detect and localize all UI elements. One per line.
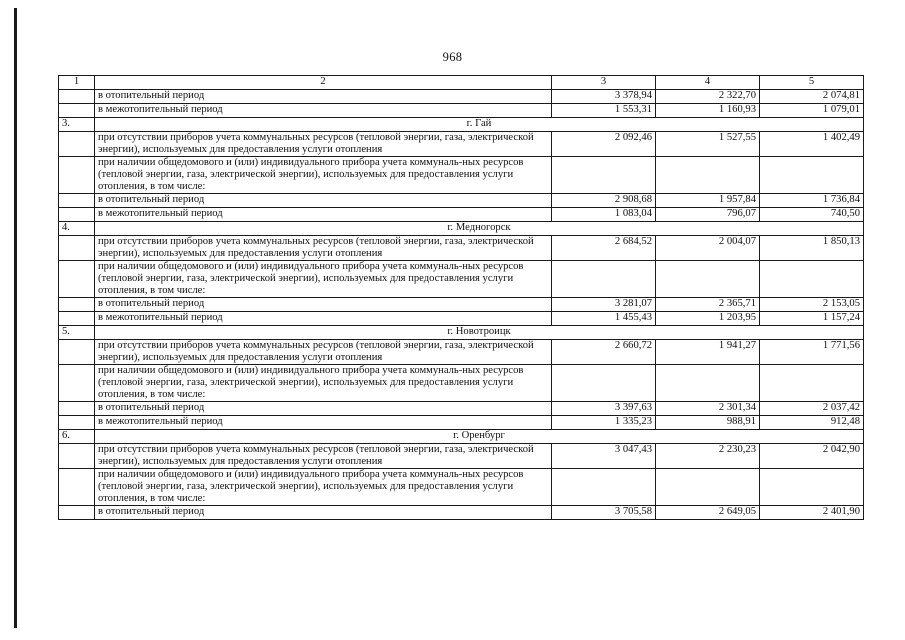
value-col-5: 2 153,05	[760, 298, 864, 312]
row-number	[59, 157, 95, 194]
value-col-3: 1 335,23	[552, 416, 656, 430]
value-col-3: 3 047,43	[552, 444, 656, 469]
row-description: в межотопительный период	[95, 312, 552, 326]
table-row	[59, 402, 864, 416]
header-cell-1: 1	[59, 76, 95, 90]
value-col-3: 3 281,07	[552, 298, 656, 312]
table-row	[59, 132, 864, 157]
value-col-3: 1 083,04	[552, 208, 656, 222]
row-number	[59, 506, 95, 520]
value-col-3: 2 660,72	[552, 340, 656, 365]
row-number	[59, 444, 95, 469]
value-col-5	[760, 469, 864, 506]
row-number: 4.	[59, 222, 95, 236]
value-col-4: 1 527,55	[656, 132, 760, 157]
row-description: при отсутствии приборов учета коммунальных ресурсов (тепловой энергии, газа, электрической энергии), используемых для предоставления услуги отопления	[95, 340, 552, 365]
binding-edge-line	[14, 8, 17, 628]
value-col-3	[552, 365, 656, 402]
city-name: г. Новотроицк	[95, 326, 864, 340]
city-header-row	[59, 430, 864, 444]
row-number: 5.	[59, 326, 95, 340]
row-description: при наличии общедомового и (или) индивидуального прибора учета коммуналь-ных ресурсов (тепловой энергии, газа, электрической энергии), используемых для предоставления услуги отопления, в том числе:	[95, 365, 552, 402]
value-col-5: 2 074,81	[760, 90, 864, 104]
row-number	[59, 104, 95, 118]
table-row	[59, 365, 864, 402]
tariff-table	[58, 75, 864, 520]
row-description: при отсутствии приборов учета коммунальных ресурсов (тепловой энергии, газа, электрической энергии), используемых для предоставления услуги отопления	[95, 236, 552, 261]
table-row	[59, 312, 864, 326]
value-col-5: 1 079,01	[760, 104, 864, 118]
value-col-3: 2 092,46	[552, 132, 656, 157]
table-row	[59, 444, 864, 469]
value-col-5: 740,50	[760, 208, 864, 222]
row-number	[59, 261, 95, 298]
city-header-row	[59, 118, 864, 132]
value-col-4: 1 941,27	[656, 340, 760, 365]
value-col-3: 1 553,31	[552, 104, 656, 118]
row-number	[59, 194, 95, 208]
value-col-4: 2 649,05	[656, 506, 760, 520]
table-row	[59, 416, 864, 430]
row-number	[59, 469, 95, 506]
value-col-5	[760, 157, 864, 194]
value-col-4: 1 957,84	[656, 194, 760, 208]
table-row	[59, 469, 864, 506]
value-col-3	[552, 469, 656, 506]
city-header-row	[59, 222, 864, 236]
value-col-5: 1 850,13	[760, 236, 864, 261]
row-description: в отопительный период	[95, 194, 552, 208]
row-description: в отопительный период	[95, 402, 552, 416]
row-description: в отопительный период	[95, 506, 552, 520]
table-row	[59, 298, 864, 312]
value-col-3: 3 378,94	[552, 90, 656, 104]
row-number: 3.	[59, 118, 95, 132]
table-row	[59, 261, 864, 298]
value-col-3: 3 705,58	[552, 506, 656, 520]
row-description: при отсутствии приборов учета коммунальных ресурсов (тепловой энергии, газа, электрической энергии), используемых для предоставления услуги отопления	[95, 132, 552, 157]
table-row	[59, 208, 864, 222]
value-col-5	[760, 261, 864, 298]
header-cell-4: 4	[656, 76, 760, 90]
row-number	[59, 90, 95, 104]
value-col-3: 3 397,63	[552, 402, 656, 416]
row-number	[59, 236, 95, 261]
value-col-5: 1 157,24	[760, 312, 864, 326]
row-number	[59, 416, 95, 430]
row-number	[59, 312, 95, 326]
value-col-4: 2 322,70	[656, 90, 760, 104]
value-col-5: 1 736,84	[760, 194, 864, 208]
row-description: при наличии общедомового и (или) индивидуального прибора учета коммуналь-ных ресурсов (тепловой энергии, газа, электрической энергии), используемых для предоставления услуги отопления, в том числе:	[95, 261, 552, 298]
row-description: в отопительный период	[95, 90, 552, 104]
table-row	[59, 194, 864, 208]
row-description: при наличии общедомового и (или) индивидуального прибора учета коммуналь-ных ресурсов (тепловой энергии, газа, электрической энергии), используемых для предоставления услуги отопления, в том числе:	[95, 469, 552, 506]
row-number	[59, 365, 95, 402]
value-col-5: 2 042,90	[760, 444, 864, 469]
value-col-4	[656, 261, 760, 298]
table-row	[59, 157, 864, 194]
value-col-3: 2 684,52	[552, 236, 656, 261]
row-number	[59, 340, 95, 365]
table-row	[59, 236, 864, 261]
row-description: при отсутствии приборов учета коммунальных ресурсов (тепловой энергии, газа, электрической энергии), используемых для предоставления услуги отопления	[95, 444, 552, 469]
header-cell-5: 5	[760, 76, 864, 90]
value-col-4: 2 230,23	[656, 444, 760, 469]
header-cell-3: 3	[552, 76, 656, 90]
value-col-5: 2 401,90	[760, 506, 864, 520]
value-col-3	[552, 261, 656, 298]
value-col-3	[552, 157, 656, 194]
value-col-4: 796,07	[656, 208, 760, 222]
value-col-4: 2 301,34	[656, 402, 760, 416]
header-cell-2: 2	[95, 76, 552, 90]
row-number	[59, 298, 95, 312]
row-description: в отопительный период	[95, 298, 552, 312]
value-col-4	[656, 157, 760, 194]
value-col-4: 1 203,95	[656, 312, 760, 326]
row-description: при наличии общедомового и (или) индивидуального прибора учета коммуналь-ных ресурсов (тепловой энергии, газа, электрической энергии), используемых для предоставления услуги отопления, в том числе:	[95, 157, 552, 194]
value-col-4	[656, 365, 760, 402]
city-name: г. Гай	[95, 118, 864, 132]
table-header-row	[59, 76, 864, 90]
value-col-5	[760, 365, 864, 402]
value-col-4: 2 004,07	[656, 236, 760, 261]
value-col-4: 988,91	[656, 416, 760, 430]
table-body	[59, 90, 864, 520]
value-col-5: 912,48	[760, 416, 864, 430]
city-name: г. Медногорск	[95, 222, 864, 236]
table-row	[59, 104, 864, 118]
value-col-5: 1 771,56	[760, 340, 864, 365]
row-number	[59, 208, 95, 222]
value-col-5: 2 037,42	[760, 402, 864, 416]
city-header-row	[59, 326, 864, 340]
row-description: в межотопительный период	[95, 104, 552, 118]
row-description: в межотопительный период	[95, 208, 552, 222]
value-col-4: 2 365,71	[656, 298, 760, 312]
table-row	[59, 90, 864, 104]
value-col-3: 1 455,43	[552, 312, 656, 326]
row-description: в межотопительный период	[95, 416, 552, 430]
table-row	[59, 506, 864, 520]
row-number: 6.	[59, 430, 95, 444]
value-col-5: 1 402,49	[760, 132, 864, 157]
row-number	[59, 132, 95, 157]
table-row	[59, 340, 864, 365]
value-col-3: 2 908,68	[552, 194, 656, 208]
value-col-4: 1 160,93	[656, 104, 760, 118]
city-name: г. Оренбург	[95, 430, 864, 444]
row-number	[59, 402, 95, 416]
page-number: 968	[442, 50, 463, 64]
value-col-4	[656, 469, 760, 506]
